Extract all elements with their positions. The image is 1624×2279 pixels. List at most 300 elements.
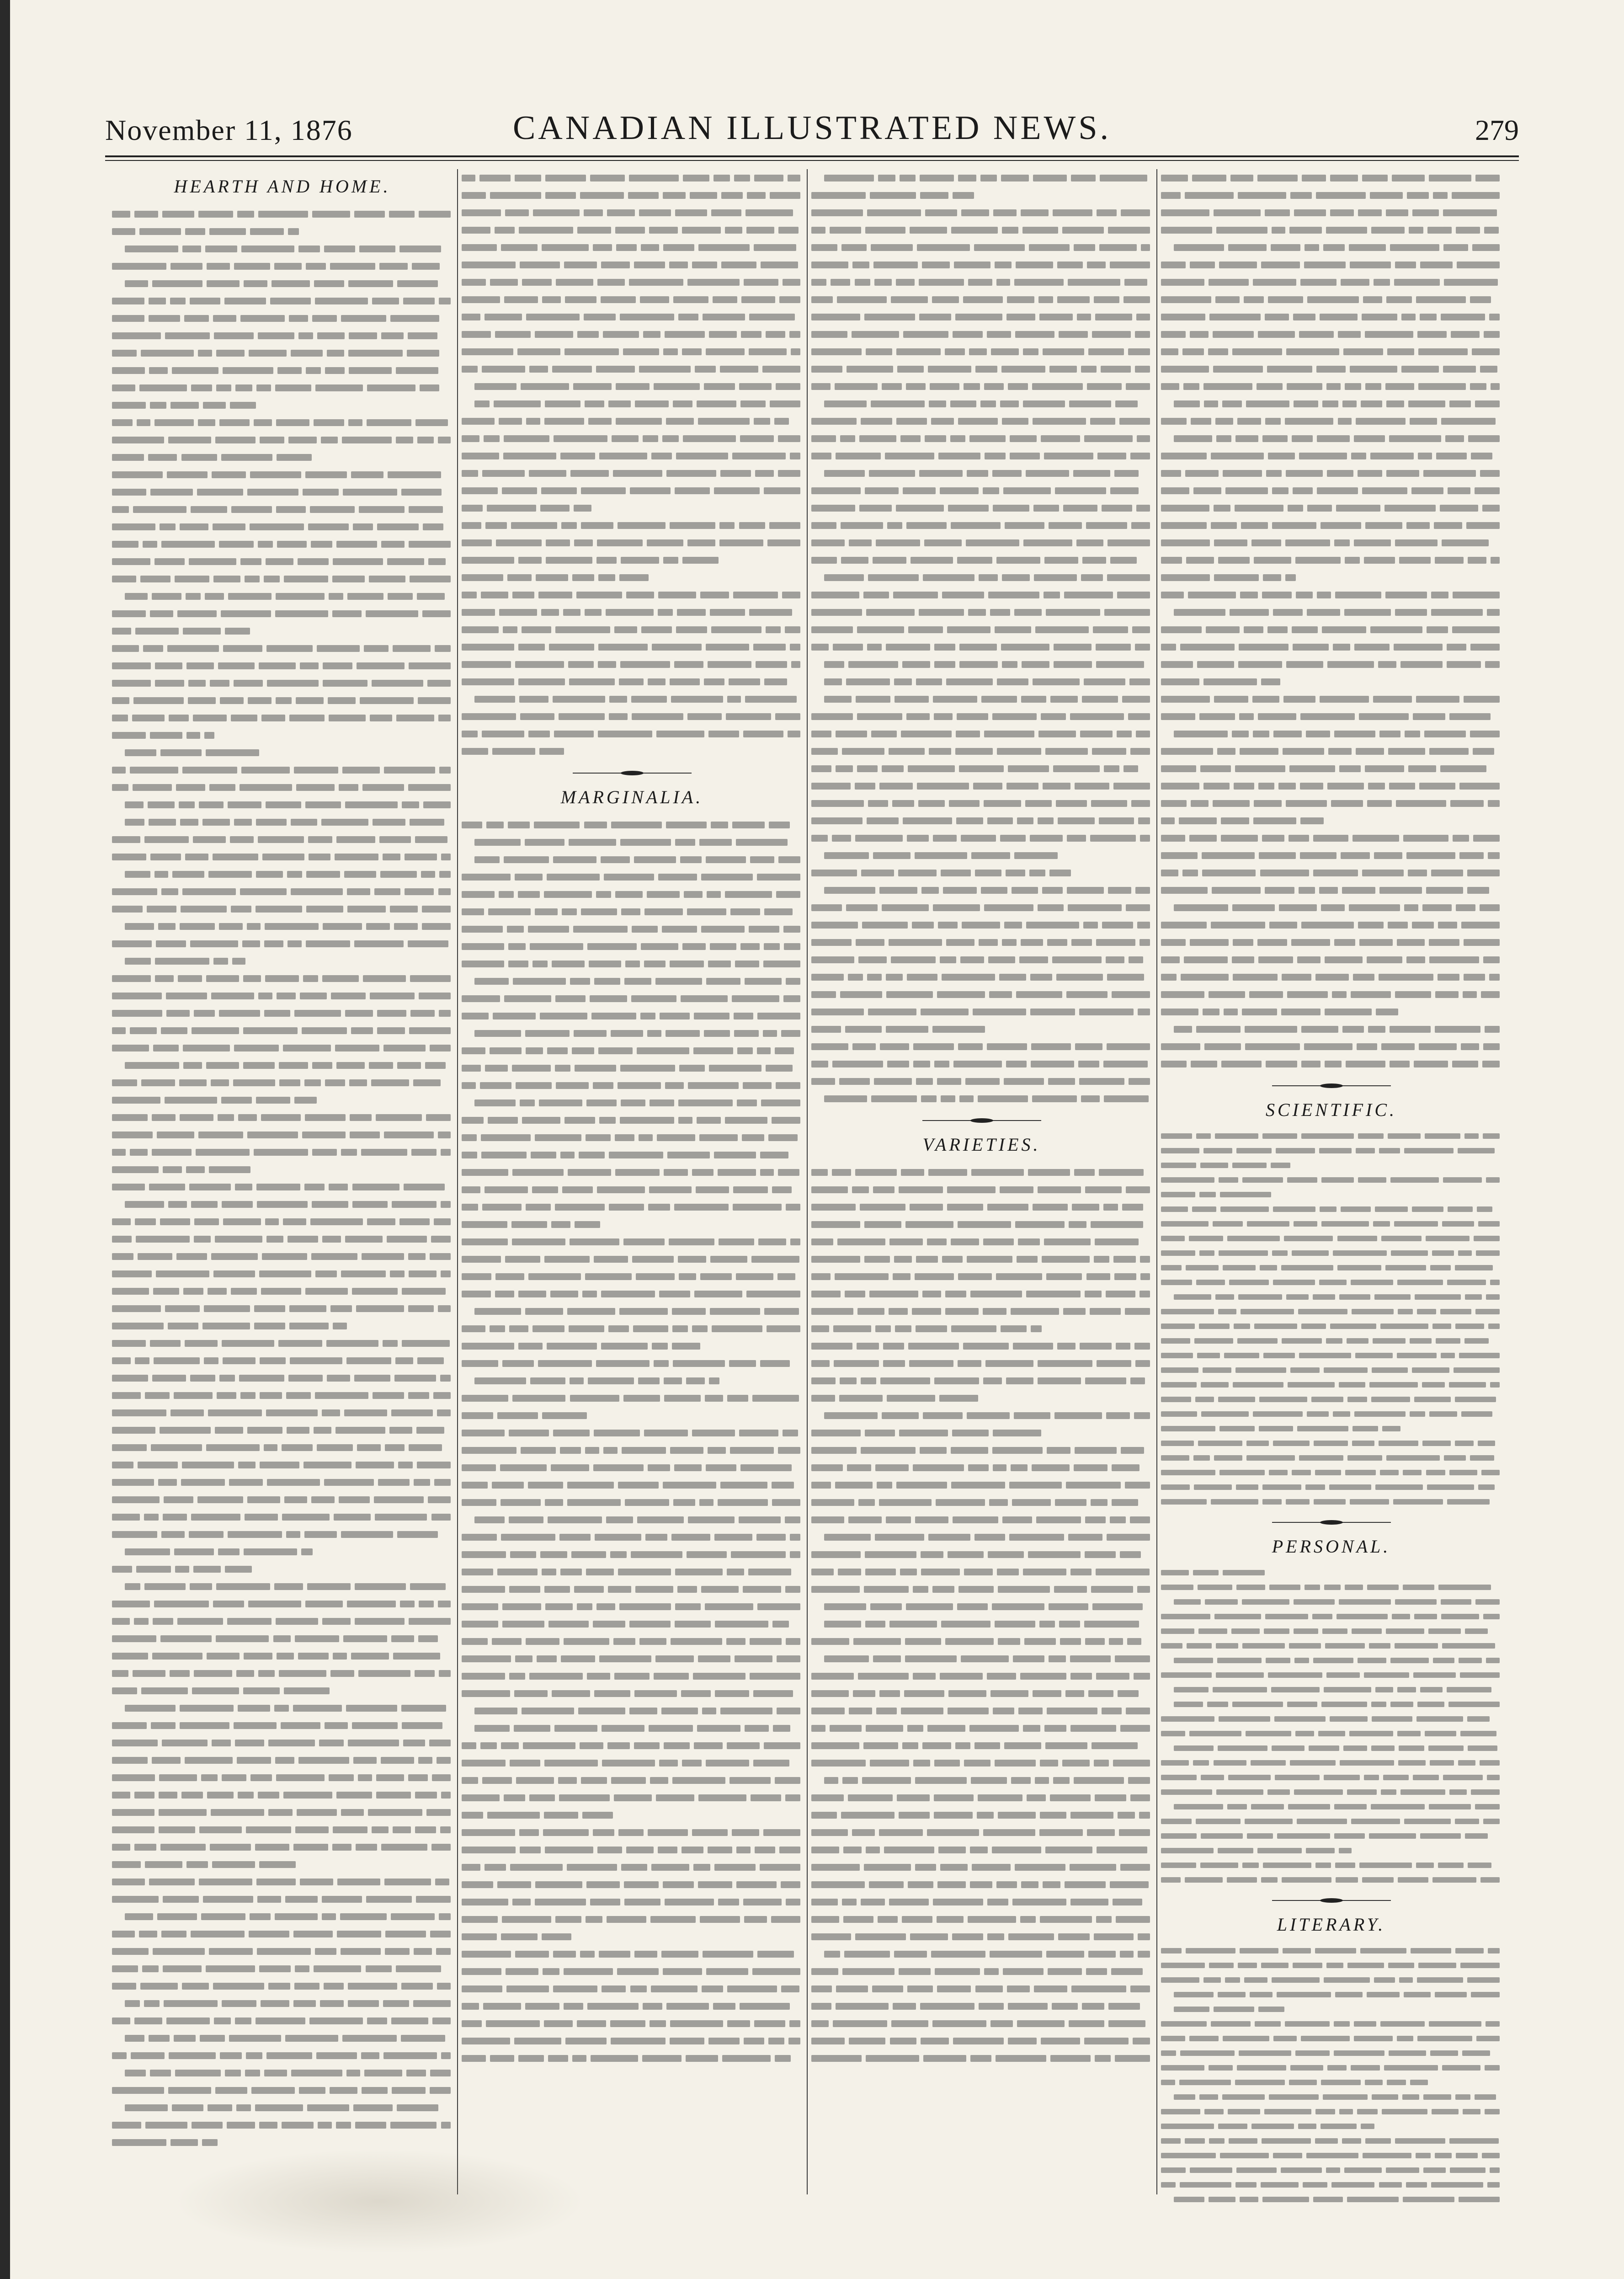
word-block [811,783,851,790]
text-line [811,934,1152,951]
word-block [134,1618,148,1625]
word-block [516,1777,554,1784]
word-block [125,2070,146,2076]
word-block [933,835,957,842]
word-block [336,1062,365,1069]
word-block [1287,991,1328,998]
text-line [462,1997,802,2015]
word-block [315,298,368,304]
word-block [607,209,635,216]
word-block [1299,1455,1344,1461]
word-block [174,1548,214,1555]
word-block [410,576,451,582]
word-block [125,1705,176,1712]
word-block [785,1516,800,1523]
word-block [220,2052,241,2059]
word-block [296,697,324,704]
word-block [769,522,800,529]
word-block [1459,852,1483,859]
word-block [238,1114,257,1121]
text-line [112,1543,453,1560]
word-block [811,991,836,998]
word-block [398,1462,413,1468]
word-block [1057,296,1090,303]
text-line [811,1980,1152,1997]
word-block [1340,1760,1394,1766]
word-block [879,1499,931,1506]
text-line [462,1007,802,1025]
word-block [235,2017,251,2024]
word-block [112,1566,132,1573]
word-block [811,1360,830,1367]
word-block [970,1291,1022,1297]
word-block [864,1586,909,1593]
word-block [1189,2036,1219,2041]
column-1-text [112,205,453,2151]
word-block [884,1847,934,1853]
word-block [544,2020,573,2027]
word-block [1138,1009,1150,1015]
word-block [383,2000,409,2007]
word-block [1115,2055,1150,2062]
section-heading-hearth-and-home: HEARTH AND HOME. [174,176,391,197]
word-block [886,991,933,998]
word-block [207,1653,240,1660]
text-line [811,1546,1152,1563]
text-line [112,813,453,831]
word-block [1380,1324,1428,1329]
word-block [168,2087,211,2094]
word-block [230,836,254,843]
word-block [1214,1614,1261,1619]
word-block [902,661,930,668]
word-block [381,541,405,548]
word-block [1327,783,1364,790]
word-block [629,175,679,181]
word-block [262,854,304,860]
word-block [673,400,692,407]
word-block [305,1288,348,1295]
word-block [1320,696,1368,703]
word-block [910,1204,943,1211]
word-block [1088,348,1123,355]
word-block [150,854,181,860]
word-block [402,801,419,808]
word-block [953,1061,1002,1067]
word-block [534,822,580,828]
word-block [1082,2003,1104,2010]
text-line [112,1439,453,1456]
text-line [811,1772,1152,1789]
text-line [1161,2163,1502,2178]
word-block [625,961,640,967]
word-block [112,1357,131,1364]
word-block [145,1392,169,1399]
word-block [875,1534,924,1541]
word-block [1003,1968,1044,1975]
word-block [621,908,640,915]
word-block [564,2003,583,2010]
word-block [933,904,980,911]
word-block [112,2122,141,2129]
word-block [1094,1760,1109,1767]
word-block [1161,1309,1214,1314]
word-block [213,1983,264,1990]
word-block [1174,244,1224,251]
word-block [1216,1643,1238,1649]
word-block [462,1569,493,1575]
word-block [940,956,956,963]
text-line [811,569,1152,586]
word-block [462,1933,497,1940]
word-block [215,2087,247,2094]
word-block [842,748,885,755]
word-block [561,522,577,529]
word-block [497,1569,538,1575]
word-block [112,332,161,339]
text-line [811,1164,1152,1181]
text-line [462,517,802,534]
text-line [462,1441,802,1459]
word-block [920,192,948,199]
word-block [864,314,915,320]
word-block [152,1114,176,1121]
text-line [1161,621,1502,638]
word-block [785,626,800,633]
word-block [1430,1265,1451,1270]
word-block [1311,1397,1343,1402]
word-block [1312,1614,1332,1619]
word-block [824,1655,869,1662]
word-block [701,926,745,933]
word-block [648,1829,688,1836]
text-line [1161,187,1502,204]
word-block [858,1673,909,1680]
word-block [889,939,942,946]
text-line [112,1265,453,1282]
word-block [1370,453,1413,459]
word-block [194,1010,215,1017]
word-block [112,1392,141,1399]
word-block [699,1499,713,1506]
word-block [165,1097,218,1104]
word-block [256,871,283,878]
word-block [353,523,373,530]
word-block [1106,1412,1130,1419]
word-block [112,1323,164,1329]
word-block [757,1047,771,1054]
word-block [521,1447,556,1454]
word-block [1206,626,1240,633]
word-block [1436,1338,1460,1344]
word-block [1395,539,1438,546]
word-block [777,1708,800,1714]
text-line [462,1754,802,1772]
word-block [1009,1534,1064,1541]
word-block [138,1462,178,1468]
word-block [211,1079,229,1086]
text-line [462,221,802,239]
word-block [1386,1455,1439,1461]
word-block [644,908,683,915]
word-block [1378,661,1396,668]
word-block [367,384,415,391]
word-block [243,1687,280,1694]
word-block [811,1638,849,1645]
word-block [192,2122,223,2129]
word-block [703,1951,753,1958]
word-block [488,908,531,915]
word-block [462,2003,479,2010]
word-block [958,1360,981,1367]
word-block [198,211,233,218]
word-block [1113,783,1150,790]
text-line [112,483,453,501]
text-line [462,1511,802,1528]
word-block [430,1931,451,1937]
word-block [256,1097,290,1104]
word-block [1209,1963,1233,1968]
word-block [1221,1061,1262,1067]
word-block [921,1551,943,1558]
word-block [624,978,651,985]
word-block [1251,2124,1294,2129]
word-block [1290,1367,1319,1373]
word-block [552,366,592,373]
word-block [785,1586,800,1593]
word-block [341,315,386,322]
word-block [170,402,199,409]
word-block [1129,956,1143,963]
word-block [1026,470,1069,477]
word-block [286,1531,300,1538]
word-block [514,1725,550,1732]
word-block [239,1375,284,1382]
word-block [709,1377,719,1384]
word-block [1101,366,1131,373]
word-block [349,1079,367,1086]
word-block [264,940,283,947]
word-block [1136,731,1150,737]
word-block [1121,209,1150,216]
word-block [540,1551,567,1558]
word-block [864,1256,890,1263]
word-block [1052,956,1102,963]
word-block [913,1760,931,1767]
word-block [525,1030,570,1037]
word-block [532,1186,558,1193]
word-block [920,2003,974,2010]
word-block [1002,574,1030,581]
word-block [497,1412,538,1419]
text-line [112,1282,453,1300]
word-block [1161,331,1186,338]
word-block [1201,1775,1224,1780]
word-block [436,1948,451,1955]
word-block [238,1705,271,1712]
word-block [1125,1482,1150,1489]
text-line [112,2082,453,2099]
word-block [1315,1948,1356,1953]
word-block [134,2017,162,2024]
word-block [1212,887,1261,894]
word-block [112,506,129,513]
word-block [1448,487,1470,494]
word-block [555,626,610,633]
word-block [1161,713,1195,720]
word-block [305,1114,346,1121]
text-line [811,1337,1152,1355]
text-line [112,1387,453,1404]
text-line [1161,204,1502,221]
word-block [1484,227,1499,234]
text-line [1161,795,1502,812]
word-block [1423,2167,1445,2173]
word-block [1347,2197,1399,2202]
word-block [878,175,895,181]
word-block [258,1670,275,1677]
word-block [1459,2197,1500,2202]
word-block [622,1447,666,1454]
word-block [702,1985,723,1992]
word-block [867,817,899,824]
word-block [1033,175,1067,181]
word-block [725,891,772,898]
word-block [648,1204,671,1211]
word-block [1039,1829,1083,1836]
word-block [1161,922,1207,929]
word-block [1018,1238,1040,1245]
word-block [485,1065,508,1072]
word-block [1397,2036,1413,2041]
text-line [1161,847,1502,864]
word-block [125,1548,170,1555]
word-block [1354,644,1389,651]
word-block [715,1621,769,1628]
word-block [556,1082,589,1089]
text-line [811,725,1152,742]
text-line [1161,1814,1502,1829]
text-line [1161,1958,1502,1973]
word-block [1463,2109,1480,2114]
text-line [1161,1246,1502,1260]
text-line [811,986,1152,1003]
word-block [347,593,383,600]
text-line [811,1372,1152,1389]
text-line [1161,1158,1502,1173]
word-block [1122,696,1150,703]
word-block [1085,1291,1102,1297]
word-block [508,822,530,828]
word-block [710,943,736,950]
word-block [1431,870,1463,876]
word-block [1119,418,1150,425]
word-block [145,1861,182,1868]
word-block [1017,817,1033,824]
word-block [112,2139,166,2146]
word-block [336,541,377,548]
word-block [585,400,604,407]
word-block [1464,696,1500,703]
word-block [339,784,358,791]
word-block [573,383,612,390]
word-block [181,906,227,913]
word-block [699,839,732,846]
word-block [416,1427,445,1434]
word-block [112,454,144,461]
text-line [112,935,453,952]
word-block [1174,1804,1223,1809]
word-block [719,1238,755,1245]
word-block [889,1238,923,1245]
word-block [191,1201,218,1208]
word-block [1085,1638,1105,1645]
word-block [1131,800,1150,807]
word-block [130,1149,148,1156]
word-block [760,1360,790,1367]
word-block [1271,1163,1290,1168]
word-block [372,298,399,304]
word-block [304,1184,325,1190]
word-block [949,800,980,807]
word-block [915,852,967,859]
text-line [1161,1943,1502,1958]
word-block [1215,418,1233,425]
word-block [1161,2080,1175,2085]
word-block [1039,1621,1055,1628]
word-block [1221,817,1249,824]
word-block [609,1204,644,1211]
word-block [229,2035,281,2042]
word-block [1339,1599,1391,1605]
word-block [112,662,151,669]
word-block [1008,765,1049,772]
word-block [295,1965,309,1972]
word-block [141,1079,175,1086]
word-block [1204,2109,1224,2114]
section-ornament [1272,1083,1391,1089]
word-block [624,1899,660,1905]
word-block [867,209,921,216]
word-block [462,661,511,668]
word-block [1389,783,1416,790]
word-block [1284,1236,1333,1241]
text-line [1161,603,1502,621]
word-block [294,1983,319,1990]
word-block [620,314,674,320]
word-block [584,822,607,828]
word-block [1468,1863,1491,1868]
word-block [1047,1447,1070,1454]
word-block [462,1013,489,1019]
word-block [213,958,228,965]
word-block [1139,1812,1150,1819]
word-block [1196,1133,1211,1139]
text-line [1161,934,1502,951]
word-block [405,888,434,895]
word-block [1365,2138,1391,2144]
word-block [687,713,722,720]
word-block [296,784,335,791]
word-block [1235,2182,1257,2188]
word-block [937,1881,966,1888]
word-block [988,956,1016,963]
word-block [1375,1206,1408,1212]
word-block [1034,1985,1068,1992]
word-block [598,1047,633,1054]
word-block [1161,2036,1185,2041]
word-block [650,2020,666,2027]
